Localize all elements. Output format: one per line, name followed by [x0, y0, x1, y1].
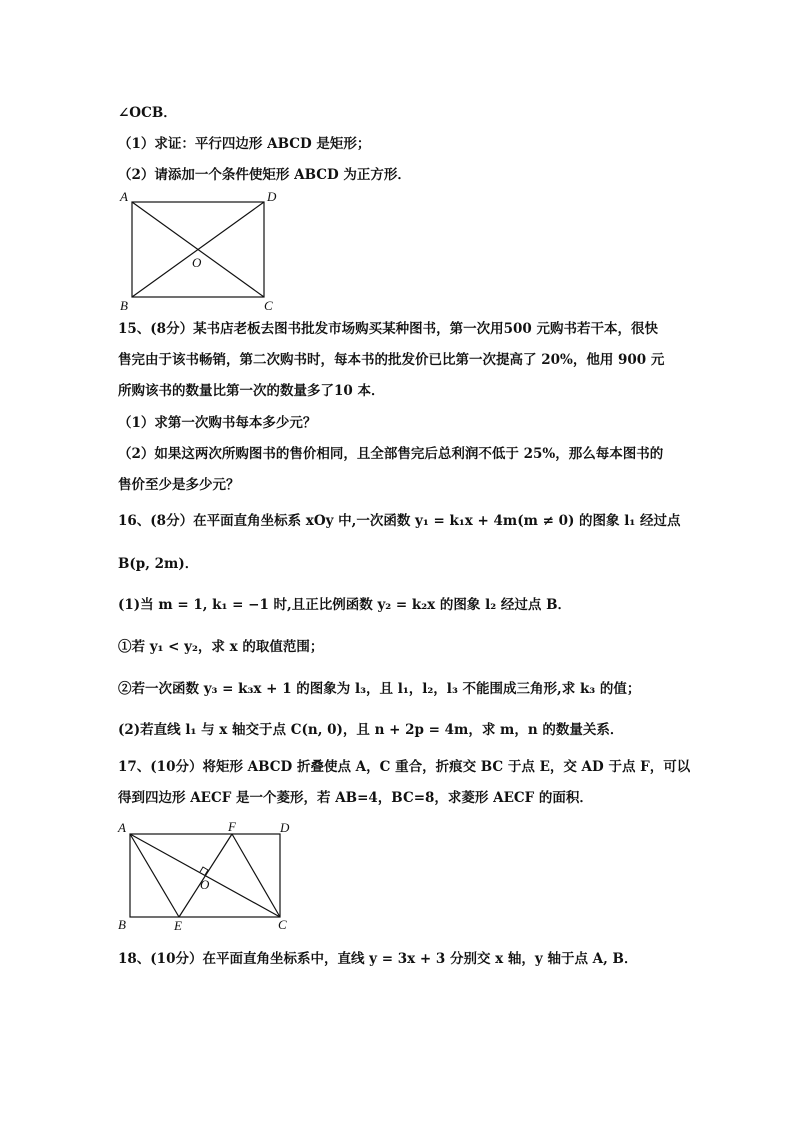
q15-part1: （1）求第一次购书每本多少元？	[118, 415, 317, 431]
q15-part2a: （2）如果这两次所购图书的售价相同，且全部售完后总利润不低于 25%，那么每本图书的	[118, 446, 664, 462]
q15-line1: 15、(8分）某书店老板去图书批发市场购买某种图书，第一次用500 元购书若干本，很快	[118, 321, 658, 337]
q18-line1: 18、(10分）在平面直角坐标系中，直线 y = 3x + 3 分别交 x 轴，y 轴于点 A, B．	[118, 951, 638, 967]
q14-part1: （1）求证：平行四边形 ABCD 是矩形；	[118, 136, 371, 152]
q16-part1: (1)当 m = 1, k₁ = −1 时,且正比例函数 y₂ = k₂x 的图象 l₂ 经过点 B．	[118, 597, 571, 613]
label-c2: C	[278, 917, 287, 932]
q15-line2: 售完由于该书畅销，第二次购书时，每本书的批发价已比第一次提高了 20%，他用 900 元	[118, 352, 665, 368]
q15-line3: 所购该书的数量比第一次的数量多了10 本．	[118, 383, 385, 399]
label-e: E	[174, 918, 182, 933]
label-a: A	[120, 189, 128, 204]
label-f: F	[228, 819, 236, 834]
q14-continuation: ∠OCB．	[118, 105, 177, 121]
q16-line2: B(p, 2m)．	[118, 556, 199, 572]
label-o2: O	[200, 877, 210, 892]
label-d2: D	[280, 820, 290, 835]
q16-part2: (2)若直线 l₁ 与 x 轴交于点 C(n, 0)，且 n + 2p = 4m，求 m，n 的数量关系．	[118, 722, 624, 738]
label-b2: B	[118, 917, 126, 932]
q16-line1: 16、(8分）在平面直角坐标系 xOy 中,一次函数 y₁ = k₁x + 4m(m ≠ 0) 的图象 l₁ 经过点	[118, 513, 681, 529]
label-c: C	[264, 298, 273, 313]
q16-sub2: ②若一次函数 y₃ = k₃x + 1 的图象为 l₃，且 l₁，l₂，l₃ 不能围成三角形,求 k₃ 的值；	[118, 681, 641, 697]
q17-line2: 得到四边形 AECF 是一个菱形，若 AB=4，BC=8，求菱形 AECF 的面积．	[118, 790, 593, 806]
q15-part2b: 售价至少是多少元？	[118, 477, 240, 493]
label-b: B	[120, 298, 128, 313]
label-d: D	[267, 189, 277, 204]
q14-part2: （2）请添加一个条件使矩形 ABCD 为正方形．	[118, 167, 411, 183]
label-a2: A	[118, 820, 126, 835]
figure-rectangle-abcd	[112, 186, 292, 314]
q16-sub1: ①若 y₁ < y₂，求 x 的取值范围；	[118, 639, 324, 655]
q17-line1: 17、(10分）将矩形 ABCD 折叠使点 A，C 重合，折痕交 BC 于点 E，交 AD 于点 F，可以	[118, 759, 691, 775]
figure-rhombus-aecf	[112, 817, 302, 935]
label-o: O	[192, 255, 202, 270]
